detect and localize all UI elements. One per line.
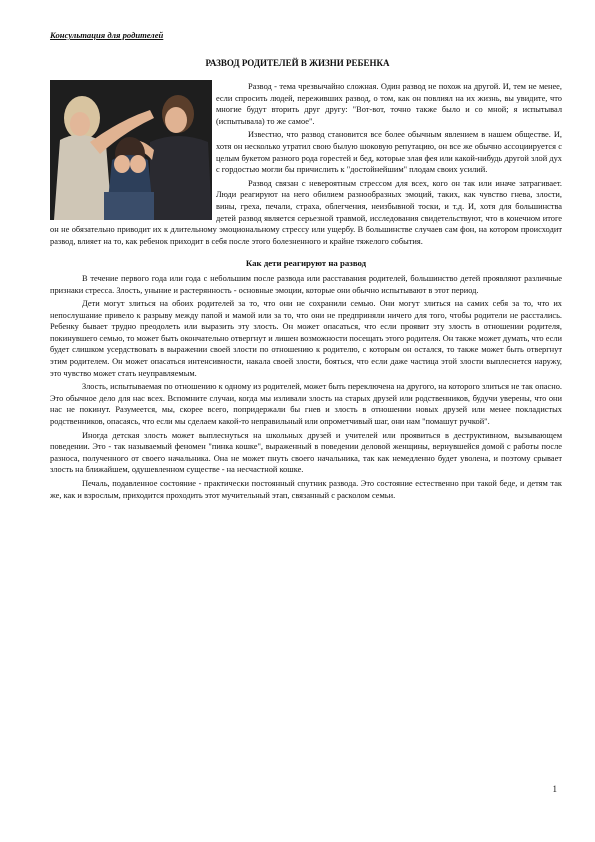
intro-paragraph-2: Известно, что развод становится все более обычным явлением в нашем обществе. И, хотя он несколько утратил свою былую шоковую репутацию, он все же обычно ассоциируется с целым букетом разного рода горестей и бед, которые злая фея или какой-нибудь другой злой дух с гордостью могли бы причислить к "достойнейшим" плодам своих усилий. — [216, 130, 562, 175]
section-paragraph-3: Злость, испытываемая по отношению к одному из родителей, может быть переключена на другого, на которого злиться не так опасно. Это обычное дело для нас всех. Вспомните случаи, когда мы изливали злость на старых друзей или родственников, будучи уверены, что они нас не покинут. Разумеется, мы, скорее всего, попридержали бы гнев и злость в отношении новых друзей или менее покладистых родственников, опасаясь, что если мы сделаем какой-то неправильный или опрометчивый шаг, они нам "помашут ручкой". — [50, 382, 562, 427]
document-title: РАЗВОД РОДИТЕЛЕЙ В ЖИЗНИ РЕБЕНКА — [205, 58, 390, 68]
photo-spacer — [50, 81, 216, 224]
intro-paragraph-3: Развод связан с невероятным стрессом для всех, кого он так или иначе затрагивает. Люди реагируют на него обилием разнообразных эмоций, таких, как чувство гнева, злости, вины, греха, печали, страха, облегчения, неизбывной тоски, и т.д. И, хотя для большинства детей развод является серьезной травмой, исследования свидетельствуют, что в конечном итоге он не обязательно приводит их к длительному эмоциональному стрессу или ущербу. В большинстве случаев сам фон, на котором происходит развод, влияет на то, как ребенок приходит в себя после этого болезненного и крайне тяжелого события. — [50, 178, 562, 246]
intro-paragraph-1: Развод - тема чрезвычайно сложная. Один развод не похож на другой. И, тем не менее, если спросить людей, переживших развод, о том, как он повлиял на их жизнь, вы увидите, что многие будут вторить друг другу: "Вот-вот, точно также было и со мной; я испытывал (испытывала) то же самое". — [216, 82, 562, 126]
page-number: 1 — [552, 784, 557, 794]
section-paragraph-5: Печаль, подавленное состояние - практически постоянный спутник развода. Это состояние естественно при такой беде, и детям так же, как и взрослым, приходится проходить этот мучительный этап, связанный с расколом семьи. — [50, 479, 562, 500]
section-heading: Как дети реагируют на развод — [245, 258, 367, 269]
section-paragraph-1: В течение первого года или года с небольшим после развода или расставания родителей, большинство детей проявляют различные признаки стресса. Злость, уныние и растерянность - основные эмоции, которые они обычно испытывают в этот период. — [50, 273, 562, 295]
section-paragraph-4: Иногда детская злость может выплеснуться на школьных друзей и учителей или проявиться в деструктивном, вызывающем поведении. Это - так называемый феномен "пинка кошке", выраженный в поведении деловой женщины, вернувшейся домой с работы после разноса, полученного от своего начальника. Она не может пнуть своего начальника, так как немедленно будет уволена, и поэтому срывает злость на ближайшем, одушевленном существе - на несчастной кошке. — [50, 430, 562, 475]
header-label: Консультация для родителей — [50, 30, 164, 40]
section-paragraph-2: Дети могут злиться на обоих родителей за то, что они не сохранили семью. Они могут злиться на самих себя за то, что их непослушание привело к разрыву между папой и мамой или за то, что они не предприняли ничего для того, чтобы родители не расстались. Ребенку бывает трудно преодолеть или выразить эту злость. Он может опасаться, что если проявит эту злость в отношении родителя, покинувшего семью, то может быть окончательно отвергнут и лишен возможности посещать этого родителя. Он также может думать, что если будет слишком усердствовать в выражении своей злости по отношению к родителю, с которым он остался, то также может быть отвергнут этим родителем. Он может опасаться интенсивности, накала своей злости, бояться, что если даже частица этой злости выплеснется наружу, это чувство может стать неуправляемым. — [50, 299, 562, 378]
article-body — [50, 81, 562, 503]
